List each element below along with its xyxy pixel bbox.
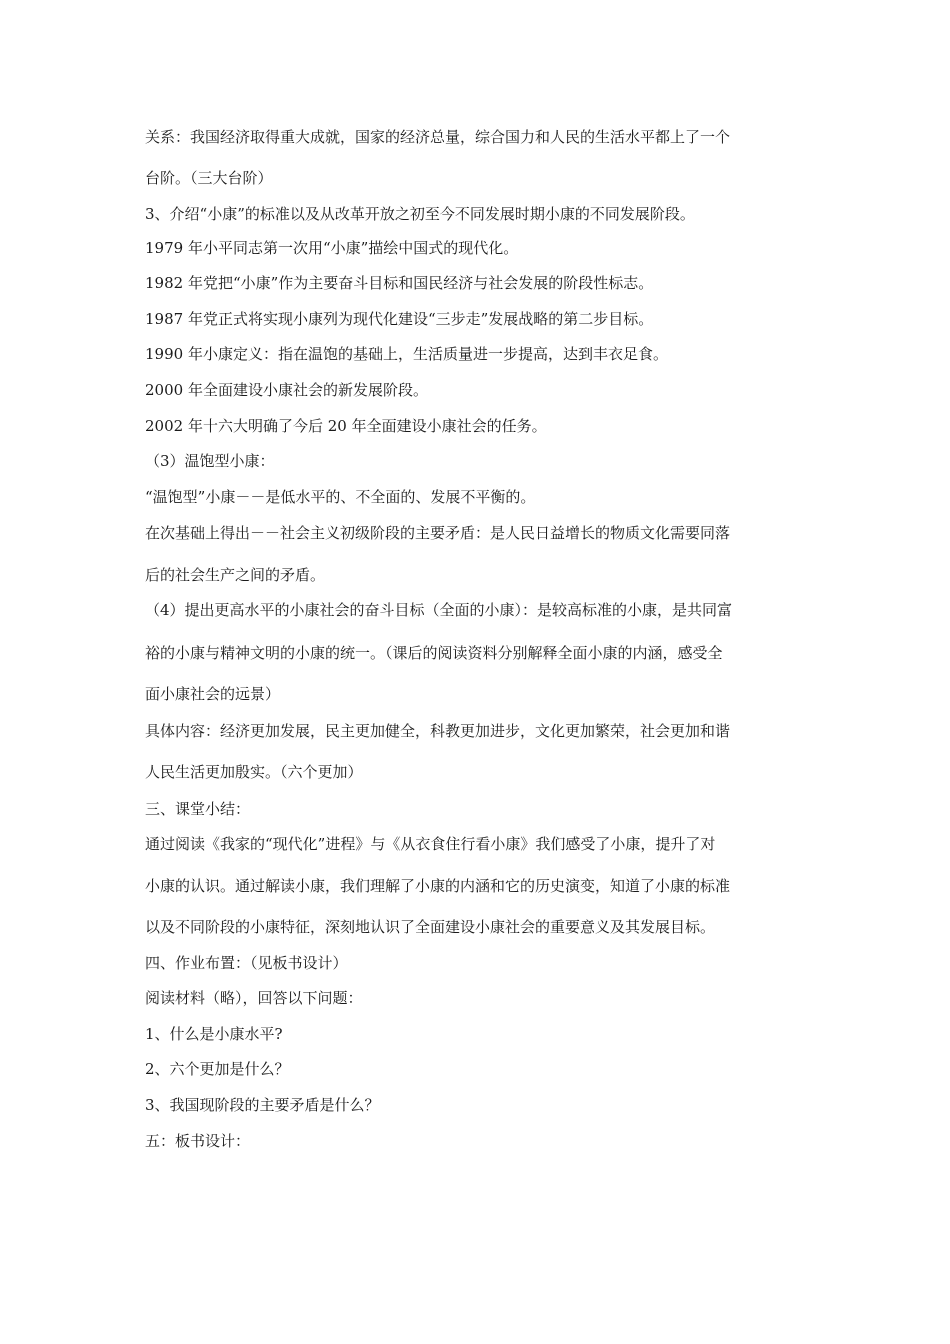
body-line: 1987 年党正式将实现小康列为现代化建设“三步走”发展战略的第二步目标。 <box>145 310 654 328</box>
question-item: 2、六个更加是什么？ <box>145 1060 290 1078</box>
body-line: （4）提出更高水平的小康社会的奋斗目标（全面的小康）：是较高标准的小康，是共同富 <box>145 601 733 619</box>
body-line: 以及不同阶段的小康特征，深刻地认识了全面建设小康社会的重要意义及其发展目标。 <box>145 918 716 936</box>
body-line: 阅读材料（略），回答以下问题： <box>145 989 363 1007</box>
body-line: 人民生活更加殷实。（六个更加） <box>145 763 363 781</box>
body-line: 小康的认识。通过解读小康，我们理解了小康的内涵和它的历史演变，知道了小康的标准 <box>145 877 731 895</box>
body-line: 面小康社会的远景） <box>145 685 281 703</box>
body-line: 2000 年全面建设小康社会的新发展阶段。 <box>145 381 428 399</box>
question-item: 3、我国现阶段的主要矛盾是什么？ <box>145 1096 380 1114</box>
body-line: 1982 年党把“小康”作为主要奋斗目标和国民经济与社会发展的阶段性标志。 <box>145 274 654 292</box>
body-line: 通过阅读《我家的“现代化”进程》与《从衣食住行看小康》我们感受了小康，提升了对 <box>145 835 716 853</box>
body-line: 1979 年小平同志第一次用“小康”描绘中国式的现代化。 <box>145 239 519 257</box>
body-line: 1990 年小康定义：指在温饱的基础上，生活质量进一步提高，达到丰衣足食。 <box>145 345 668 363</box>
subsection-heading: （3）温饱型小康： <box>145 452 275 470</box>
question-item: 1、什么是小康水平? <box>145 1025 283 1043</box>
section-heading: 五：板书设计： <box>145 1132 251 1150</box>
section-heading: 三、课堂小结： <box>145 800 251 818</box>
body-line: “温饱型”小康－－是低水平的、不全面的、发展不平衡的。 <box>145 488 536 506</box>
body-line: 具体内容：经济更加发展，民主更加健全，科教更加进步，文化更加繁荣，社会更加和谐 <box>145 722 731 740</box>
body-line: 后的社会生产之间的矛盾。 <box>145 566 326 584</box>
body-line: 关系：我国经济取得重大成就，国家的经济总量，综合国力和人民的生活水平都上了一个 <box>145 128 731 146</box>
body-line: 裕的小康与精神文明的小康的统一。（课后的阅读资料分别解释全面小康的内涵，感受全 <box>145 644 723 662</box>
body-line: 台阶。（三大台阶） <box>145 169 273 187</box>
body-line: 2002 年十六大明确了今后 20 年全面建设小康社会的任务。 <box>145 417 547 435</box>
body-line: 3、介绍“小康”的标准以及从改革开放之初至今不同发展时期小康的不同发展阶段。 <box>145 205 695 223</box>
body-line: 在次基础上得出－－社会主义初级阶段的主要矛盾：是人民日益增长的物质文化需要同落 <box>145 524 731 542</box>
section-heading: 四、作业布置：（见板书设计） <box>145 954 348 972</box>
